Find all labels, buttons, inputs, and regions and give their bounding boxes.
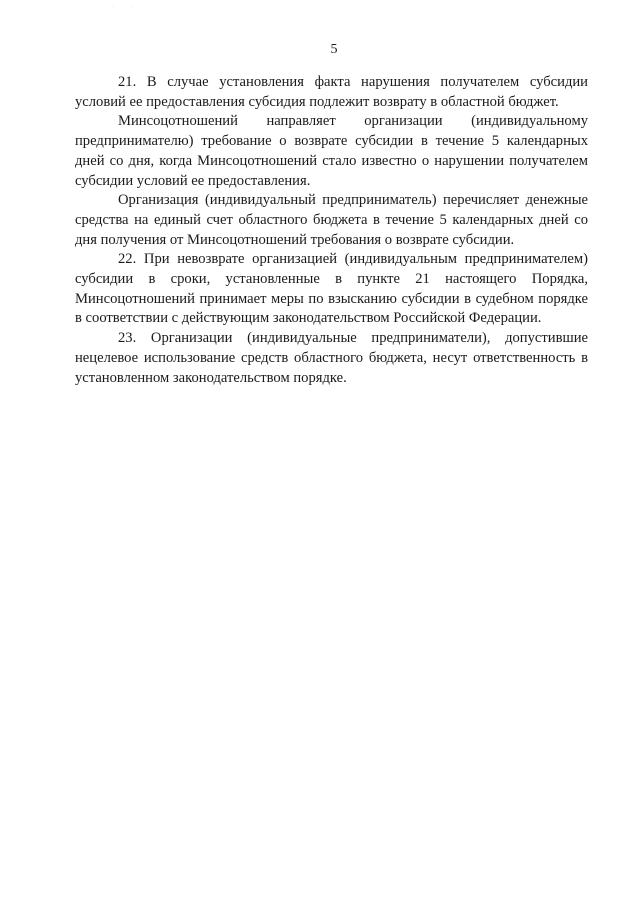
paragraph-23: 23. Организации (индивидуальные предприниматели), допустившие нецелевое использование средств областного бюджета, несут ответственность в установленном законодательством порядке. xyxy=(75,330,588,386)
paragraph-22: 22. При невозврате организацией (индивидуальным предпринимателем) субсидии в сроки, установленные в пункте 21 настоящего Порядка, Минсоцотношений принимает меры по взысканию субсидии в судебном порядке в соответствии с действующим законодательством Российской Федерации. xyxy=(75,251,588,327)
paragraph-minsoc-requirement: Минсоцотношений направляет организации (индивидуальному предпринимателю) требование о возврате субсидии в течение 5 календарных дней со дня, когда Минсоцотношений стало известно о нарушении получателем субсидии условий ее предоставления. xyxy=(75,113,588,189)
document-body xyxy=(75,73,588,388)
page-number: 5 xyxy=(330,42,338,57)
paragraph-21: 21. В случае установления факта нарушения получателем субсидии условий ее предоставления субсидия подлежит возврату в областной бюджет. xyxy=(75,74,588,110)
paragraph-organization-transfer: Организация (индивидуальный предприниматель) перечисляет денежные средства на единый счет областного бюджета в течение 5 календарных дней со дня получения от Минсоцотношений требования о возврате субсидии. xyxy=(75,192,588,248)
scan-artifact: · · xyxy=(112,4,142,10)
